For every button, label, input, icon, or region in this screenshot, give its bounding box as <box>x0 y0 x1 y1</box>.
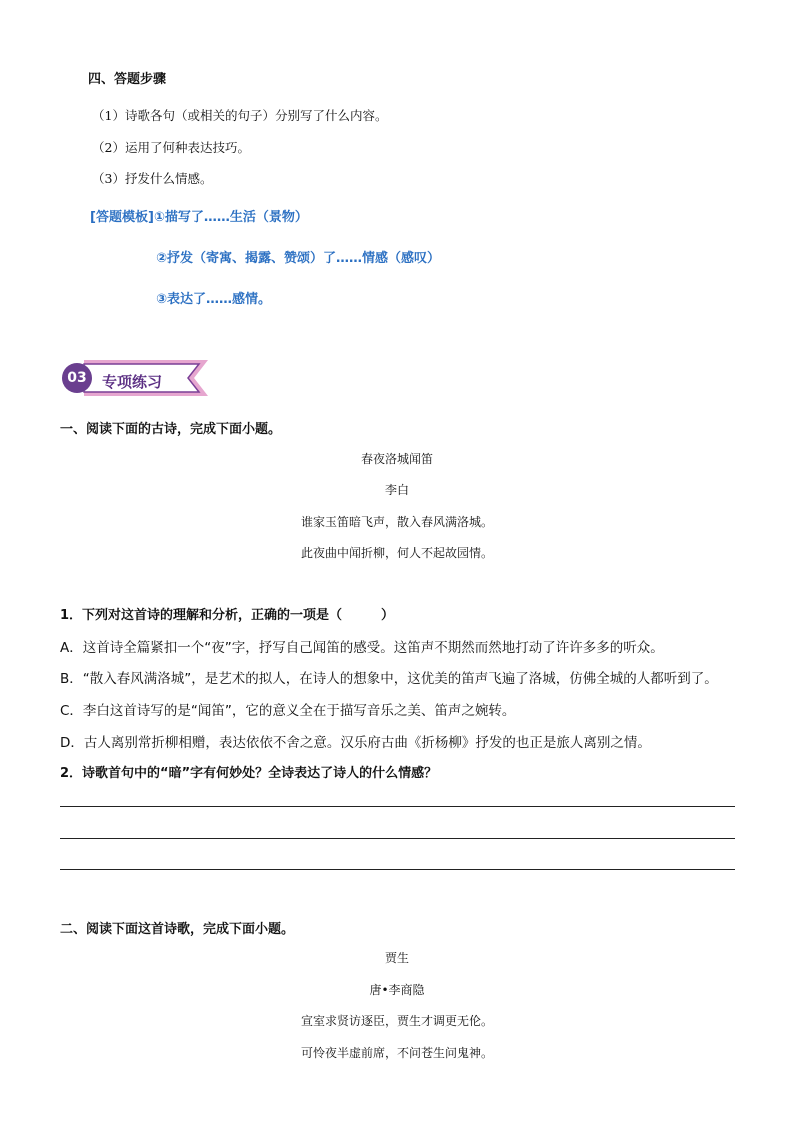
template-line: ③表达了……感情。 <box>156 292 272 307</box>
section-badge <box>62 357 212 399</box>
option-a: A．这首诗全篇紧扣一个“夜”字，抒写自己闻笛的感受。这笛声不期然而然地打动了许许多多的听众。 <box>60 640 664 656</box>
question-stem: 1．下列对这首诗的理解和分析，正确的一项是（ ） <box>60 608 395 623</box>
exercise-heading: 二、阅读下面这首诗歌，完成下面小题。 <box>60 922 295 937</box>
poem-line: 此夜曲中闻折柳，何人不起故园情。 <box>300 546 493 560</box>
badge-number: 03 <box>62 363 92 393</box>
exercise-heading: 一、阅读下面的古诗，完成下面小题。 <box>60 422 282 437</box>
template-line <box>90 206 308 225</box>
poem-line: 可怜夜半虚前席，不问苍生问鬼神。 <box>300 1046 493 1060</box>
option-c: C．李白这首诗写的是“闻笛”，它的意义全在于描写音乐之美、笛声之婉转。 <box>60 703 516 719</box>
template-line: ②抒发（寄寓、揭露、赞颂）了……情感（感叹） <box>156 251 441 266</box>
poem-line: 宣室求贤访逐臣，贾生才调更无伦。 <box>300 1014 493 1028</box>
step-item: （3）抒发什么情感。 <box>92 171 213 186</box>
section-title: 四、答题步骤 <box>88 72 167 87</box>
poem-title: 贾生 <box>384 951 409 965</box>
option-d: D．古人离别常折柳相赠，表达依依不舍之意。汉乐府古曲《折杨柳》抒发的也正是旅人离别之情。 <box>60 735 651 751</box>
template-label: [答题模板] <box>90 210 154 225</box>
poem-author: 唐•李商隐 <box>369 983 425 997</box>
poem-author: 李白 <box>384 483 409 497</box>
step-item: （1）诗歌各句（或相关的句子）分别写了什么内容。 <box>92 108 388 123</box>
option-b: B．“散入春风满洛城”，是艺术的拟人，在诗人的想象中，这优美的笛声飞遍了洛城，仿佛全城的人都听到了。 <box>60 671 718 687</box>
template-text: ①描写了……生活（景物） <box>153 210 308 225</box>
answer-line[interactable] <box>60 806 735 807</box>
answer-line[interactable] <box>60 869 735 870</box>
question-stem: 2．诗歌首句中的“暗”字有何妙处？全诗表达了诗人的什么情感？ <box>60 766 438 781</box>
step-item: （2）运用了何种表达技巧。 <box>92 140 250 155</box>
poem-line: 谁家玉笛暗飞声，散入春风满洛城。 <box>300 515 493 529</box>
poem-title: 春夜洛城闻笛 <box>360 452 433 466</box>
answer-line[interactable] <box>60 838 735 839</box>
badge-title: 专项练习 <box>102 373 163 391</box>
